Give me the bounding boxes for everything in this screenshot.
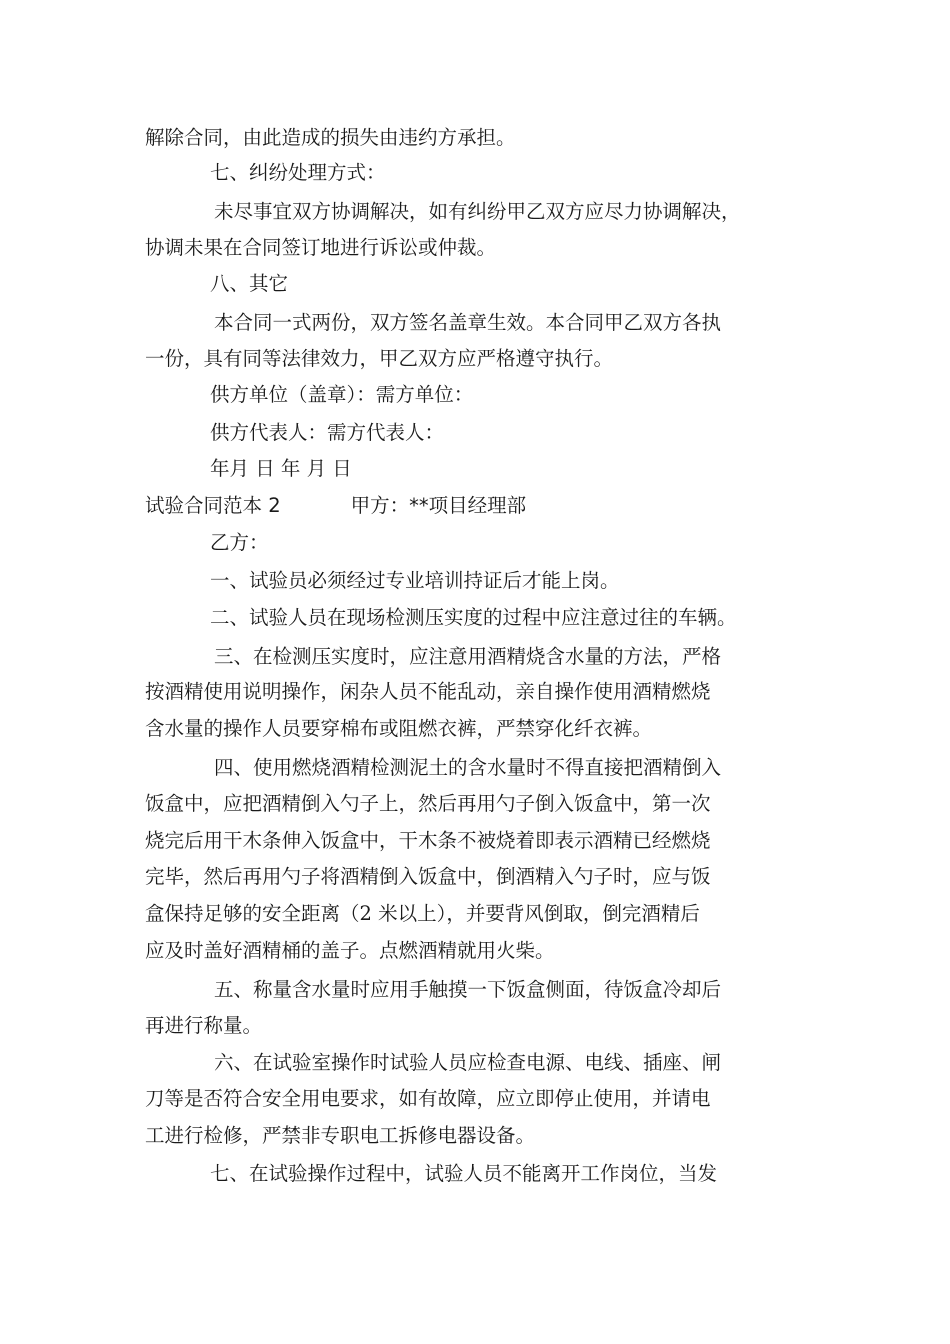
text-line: 一份，具有同等法律效力，甲乙双方应严格遵守执行。 — [145, 347, 614, 370]
contract-title-row — [145, 491, 526, 521]
party-a-label: 甲方：**项目经理部 — [350, 494, 527, 517]
text-line: 完毕，然后再用勺子将酒精倒入饭盒中，倒酒精入勺子时，应与饭 — [145, 865, 711, 888]
text-line: 刀等是否符合安全用电要求，如有故障，应立即停止使用，并请电 — [145, 1087, 711, 1110]
text-line: 三、在检测压实度时，应注意用酒精烧含水量的方法，严格 — [214, 645, 722, 668]
signature-line-representative: 供方代表人：需方代表人： — [210, 421, 445, 444]
text-line: 五、称量含水量时应用手触摸一下饭盒侧面，待饭盒冷却后 — [214, 978, 722, 1001]
text-line: 协调未果在合同签订地进行诉讼或仲裁。 — [145, 236, 497, 259]
section-heading: 七、纠纷处理方式： — [210, 161, 386, 184]
text-line: 六、在试验室操作时试验人员应检查电源、电线、插座、闸 — [214, 1051, 722, 1074]
text-line: 一、试验员必须经过专业培训持证后才能上岗。 — [210, 569, 620, 592]
text-line: 按酒精使用说明操作，闲杂人员不能乱动，亲自操作使用酒精燃烧 — [145, 680, 711, 703]
text-line: 含水量的操作人员要穿棉布或阻燃衣裤，严禁穿化纤衣裤。 — [145, 717, 653, 740]
text-line: 本合同一式两份，双方签名盖章生效。本合同甲乙双方各执 — [214, 311, 722, 334]
text-line: 解除合同，由此造成的损失由违约方承担。 — [145, 126, 516, 149]
text-line: 再进行称量。 — [145, 1014, 263, 1037]
text-line: 应及时盖好酒精桶的盖子。点燃酒精就用火柴。 — [145, 939, 555, 962]
text-line: 四、使用燃烧酒精检测泥土的含水量时不得直接把酒精倒入 — [214, 756, 722, 779]
section-heading: 八、其它 — [210, 272, 289, 295]
text-line: 盒保持足够的安全距离（2 米以上），并要背风倒取，倒完酒精后 — [145, 902, 700, 925]
text-line: 未尽事宜双方协调解决，如有纠纷甲乙双方应尽力协调解决， — [214, 200, 741, 223]
text-line: 二、试验人员在现场检测压实度的过程中应注意过往的车辆。 — [210, 606, 737, 629]
party-b-label: 乙方： — [210, 531, 269, 554]
signature-line-unit: 供方单位（盖章）：需方单位： — [210, 383, 474, 406]
text-line: 工进行检修，严禁非专职电工拆修电器设备。 — [145, 1124, 536, 1147]
date-line: 年月 日 年 月 日 — [210, 457, 352, 480]
text-line: 七、在试验操作过程中，试验人员不能离开工作岗位，当发 — [210, 1162, 718, 1185]
contract-title: 试验合同范本 2 — [145, 494, 281, 517]
text-line: 饭盒中，应把酒精倒入勺子上，然后再用勺子倒入饭盒中，第一次 — [145, 792, 711, 815]
text-line: 烧完后用干木条伸入饭盒中，干木条不被烧着即表示酒精已经燃烧 — [145, 829, 711, 852]
